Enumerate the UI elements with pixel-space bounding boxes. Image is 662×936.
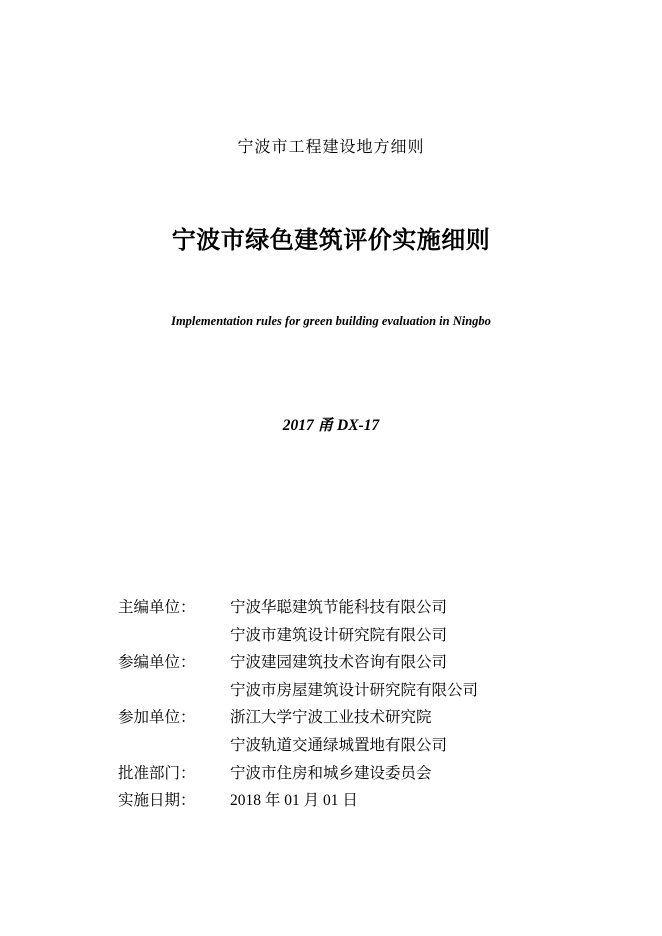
chief-editor-label: 主编单位：: [118, 599, 196, 616]
english-title: Implementation rules for green building evaluation in Ningbo: [171, 314, 491, 328]
approval-label: 批准部门：: [118, 764, 196, 782]
chief-editor-2: 宁波市建筑设计研究院有限公司: [230, 626, 448, 644]
co-editor-row: [118, 649, 538, 677]
participant-label: 参加单位：: [118, 709, 196, 727]
info-block: [118, 594, 538, 815]
co-editor-2: 宁波市房屋建筑设计研究院有限公司: [230, 681, 479, 699]
implementation-date: 2018 年 01 月 01 日: [230, 792, 358, 810]
co-editor-row-2: [118, 677, 538, 705]
date-label: 实施日期：: [118, 792, 196, 810]
standard-code: 2017 甬 DX-17: [282, 417, 380, 434]
approval-row: [118, 760, 538, 788]
co-editor-label: 参编单位：: [118, 654, 196, 672]
date-row: [118, 787, 538, 815]
chief-editor-row-2: [118, 622, 538, 650]
participant-row: [118, 704, 538, 732]
participant-1: 浙江大学宁波工业技术研究院: [230, 709, 432, 727]
co-editor-1: 宁波建园建筑技术咨询有限公司: [230, 654, 448, 672]
approval-department: 宁波市住房和城乡建设委员会: [230, 764, 432, 782]
chief-editor-row: [118, 594, 538, 622]
document-title: 宁波市绿色建筑评价实施细则: [171, 225, 491, 254]
standard-series: 宁波市工程建设地方细则: [237, 137, 425, 156]
participant-2: 宁波轨道交通绿城置地有限公司: [230, 736, 448, 754]
chief-editor-1: 宁波华聪建筑节能科技有限公司: [230, 599, 448, 616]
participant-row-2: [118, 732, 538, 760]
